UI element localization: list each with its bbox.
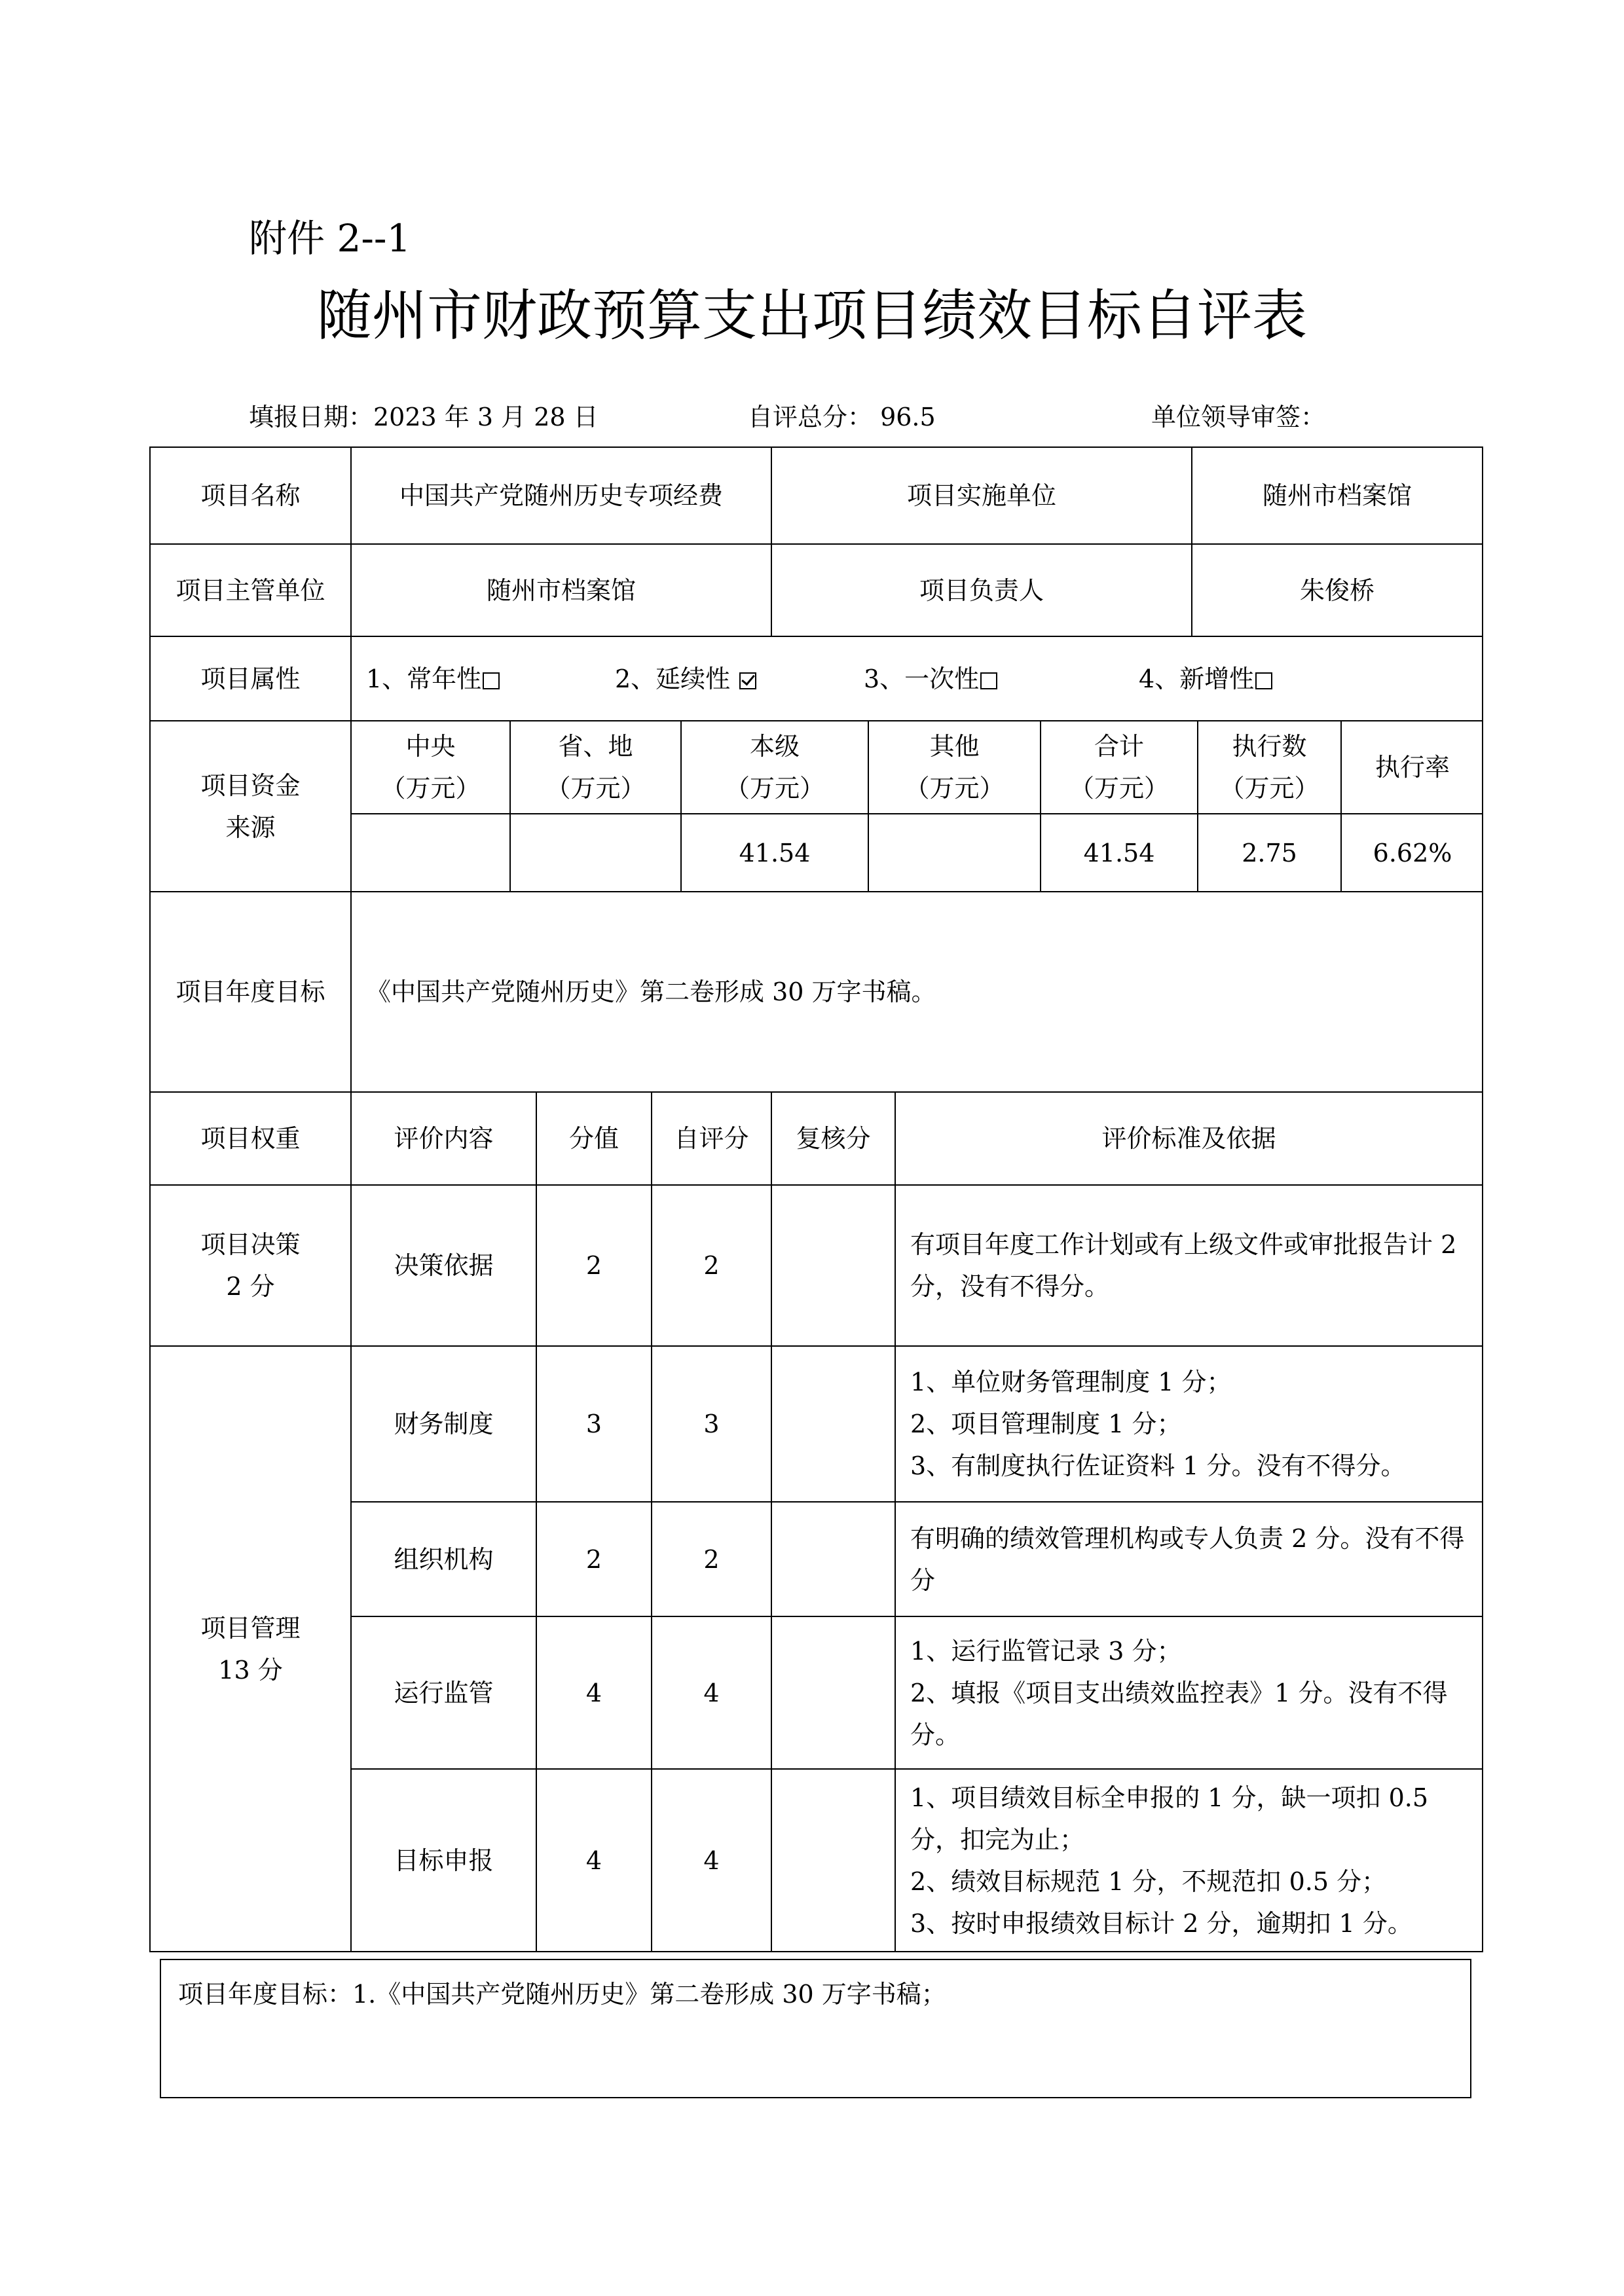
eval-header: 分值 (536, 1092, 652, 1185)
eval-self-score: 2 (652, 1502, 771, 1616)
eval-review-score (771, 1502, 895, 1616)
funding-value (352, 814, 510, 891)
funding-value: 2.75 (1198, 814, 1341, 891)
checkbox-icon[interactable] (1255, 672, 1272, 689)
eval-score: 4 (536, 1616, 652, 1769)
eval-content: 运行监管 (351, 1616, 536, 1769)
funding-value (510, 814, 681, 891)
eval-self-score: 2 (652, 1185, 771, 1346)
footer-note: 项目年度目标：1.《中国共产党随州历史》第二卷形成 30 万字书稿； (160, 1959, 1471, 2098)
funding-header: 本级 （万元） (681, 721, 868, 814)
eval-header-row (150, 1092, 1483, 1185)
evaluation-form (149, 446, 1483, 1952)
annual-goal-label: 项目年度目标 (150, 892, 351, 1092)
funding-grid-cell (351, 721, 1483, 892)
funding-value: 6.62% (1341, 814, 1483, 891)
row-attributes (150, 636, 1483, 721)
attr-option[interactable]: 4、新增性 (1139, 658, 1272, 700)
eval-criteria: 1、单位财务管理制度 1 分； 2、项目管理制度 1 分； 3、有制度执行佐证资料 1 分。没有不得分。 (895, 1346, 1483, 1502)
eval-review-score (771, 1185, 895, 1346)
attr-label: 项目属性 (150, 636, 351, 721)
funding-value (868, 814, 1041, 891)
eval-criteria: 1、运行监管记录 3 分； 2、填报《项目支出绩效监控表》1 分。没有不得分。 (895, 1616, 1483, 1769)
eval-header: 复核分 (771, 1092, 895, 1185)
eval-criteria: 有明确的绩效管理机构或专人负责 2 分。没有不得分 (895, 1502, 1483, 1616)
checkbox-icon[interactable] (980, 672, 997, 689)
leader-label: 项目负责人 (771, 544, 1192, 636)
supervisor-value: 随州市档案馆 (351, 544, 771, 636)
attr-option[interactable]: 1、常年性 (366, 658, 615, 700)
funding-label: 项目资金 来源 (150, 721, 351, 892)
checkbox-icon[interactable] (483, 672, 500, 689)
checkbox-checked-icon[interactable] (739, 672, 756, 689)
project-name-value: 中国共产党随州历史专项经费 (351, 447, 771, 544)
group-label: 项目管理 13 分 (150, 1346, 351, 1952)
eval-score: 2 (536, 1502, 652, 1616)
impl-unit-value: 随州市档案馆 (1192, 447, 1483, 544)
leader-sign: 单位领导审签： (1151, 403, 1326, 431)
eval-self-score: 4 (652, 1769, 771, 1952)
eval-header: 评价标准及依据 (895, 1092, 1483, 1185)
eval-self-score: 3 (652, 1346, 771, 1502)
row-supervisor (150, 544, 1483, 636)
project-name-label: 项目名称 (150, 447, 351, 544)
attr-option[interactable]: 3、一次性 (864, 658, 1139, 700)
funding-header: 执行率 (1341, 721, 1483, 814)
eval-content: 目标申报 (351, 1769, 536, 1952)
impl-unit-label: 项目实施单位 (771, 447, 1192, 544)
eval-row (150, 1185, 1483, 1346)
row-annual-goal (150, 892, 1483, 1092)
eval-review-score (771, 1346, 895, 1502)
eval-row (150, 1346, 1483, 1502)
eval-header: 项目权重 (150, 1092, 351, 1185)
funding-header: 合计 （万元） (1041, 721, 1198, 814)
eval-content: 财务制度 (351, 1346, 536, 1502)
funding-header: 省、地 （万元） (510, 721, 681, 814)
leader-value: 朱俊桥 (1192, 544, 1483, 636)
total-score: 自评总分： 96.5 (748, 403, 936, 431)
eval-score: 4 (536, 1769, 652, 1952)
attr-option[interactable]: 2、延续性 (615, 658, 864, 700)
funding-header: 中央 （万元） (352, 721, 510, 814)
eval-review-score (771, 1616, 895, 1769)
row-project-name (150, 447, 1483, 544)
eval-score: 2 (536, 1185, 652, 1346)
funding-header: 其他 （万元） (868, 721, 1041, 814)
page-title: 随州市财政预算支出项目绩效目标自评表 (316, 283, 1307, 348)
funding-value-row (352, 814, 1483, 891)
eval-content: 组织机构 (351, 1502, 536, 1616)
eval-content: 决策依据 (351, 1185, 536, 1346)
eval-header: 评价内容 (351, 1092, 536, 1185)
eval-score: 3 (536, 1346, 652, 1502)
eval-self-score: 4 (652, 1616, 771, 1769)
funding-header: 执行数 （万元） (1198, 721, 1341, 814)
attachment-label: 附件 2--1 (249, 216, 411, 261)
group-label: 项目决策 2 分 (150, 1185, 351, 1346)
supervisor-label: 项目主管单位 (150, 544, 351, 636)
eval-criteria: 1、项目绩效目标全申报的 1 分，缺一项扣 0.5 分，扣完为止； 2、绩效目标规范 1 分，不规范扣 0.5 分； 3、按时申报绩效目标计 2 分，逾期扣 1 分。 (895, 1769, 1483, 1952)
funding-grid (352, 721, 1483, 891)
funding-value: 41.54 (681, 814, 868, 891)
eval-review-score (771, 1769, 895, 1952)
eval-header: 自评分 (652, 1092, 771, 1185)
annual-goal-text: 《中国共产党随州历史》第二卷形成 30 万字书稿。 (351, 892, 1483, 1092)
funding-header-row (352, 721, 1483, 814)
row-funding (150, 721, 1483, 892)
attr-options (351, 636, 1483, 721)
eval-criteria: 有项目年度工作计划或有上级文件或审批报告计 2 分，没有不得分。 (895, 1185, 1483, 1346)
funding-value: 41.54 (1041, 814, 1198, 891)
fill-date: 填报日期：2023 年 3 月 28 日 (249, 403, 599, 431)
